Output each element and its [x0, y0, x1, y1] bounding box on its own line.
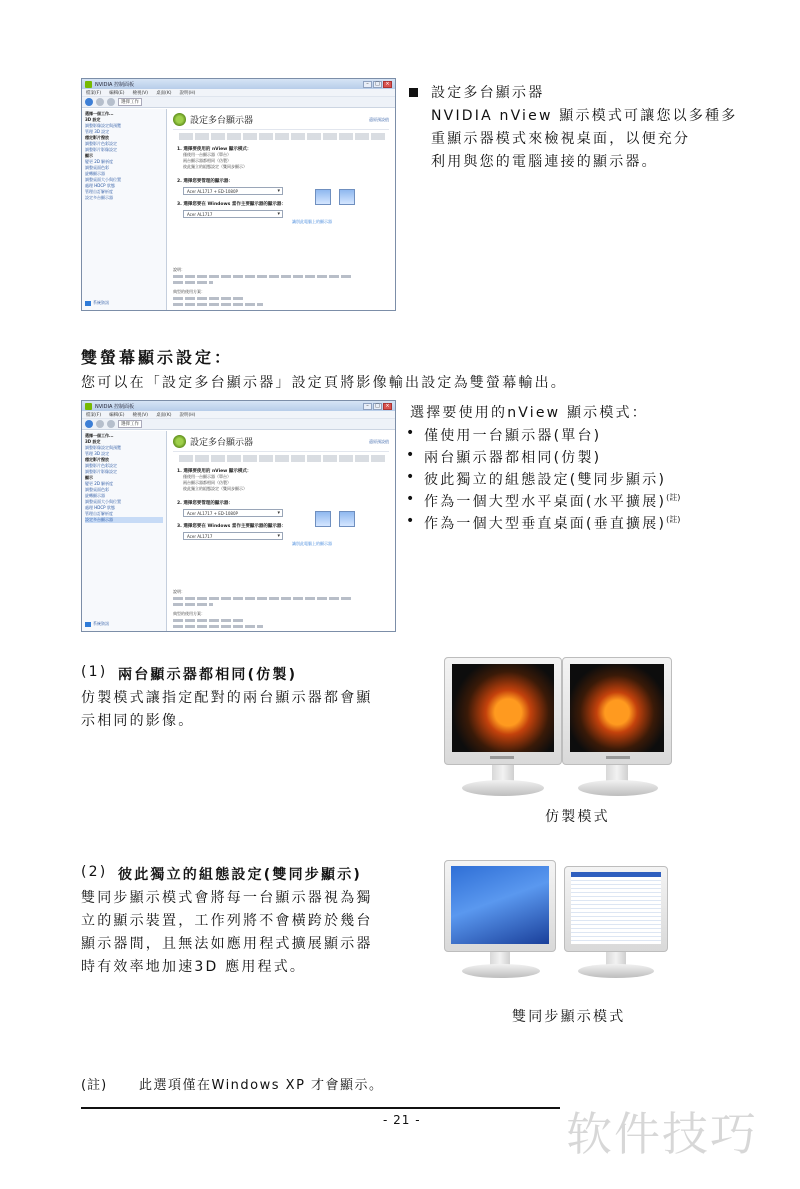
- list-item: 僅使用一台顯示器(單台): [424, 428, 602, 444]
- radio-dualview[interactable]: 彼此獨立的組態設定（雙同步顯示）: [183, 164, 247, 169]
- menu-desktop[interactable]: 桌面(K): [156, 412, 172, 418]
- display-settings-icon: [173, 435, 186, 448]
- system-info-link[interactable]: [85, 300, 109, 306]
- nvidia-control-panel-screenshot-1: [81, 78, 396, 311]
- tree-item[interactable]: 管理自訂解析度: [85, 511, 113, 516]
- home-icon[interactable]: [107, 420, 115, 428]
- footnote-ref: (註): [666, 493, 681, 502]
- section-manage-displays: 2. 選擇您要管理的顯示器：: [177, 179, 233, 184]
- menu-edit[interactable]: 編輯(E): [109, 412, 125, 418]
- monitor-right-logo: [606, 756, 630, 759]
- paragraph-line: 立的顯示裝置，工作列將不會橫跨於幾台: [81, 913, 373, 929]
- paragraph-line: 時有效率地加速3D 應用程式。: [81, 959, 307, 975]
- paragraph-line: NVIDIA nView 顯示模式可讓您以多種多: [431, 108, 738, 124]
- tree-item[interactable]: 管理 3D 設定: [85, 451, 110, 456]
- nvidia-logo-icon: [85, 403, 92, 410]
- tree-item[interactable]: 調整影片影像設定: [85, 469, 117, 474]
- footer-rule: [81, 1107, 560, 1109]
- monitor-2-icon[interactable]: [339, 189, 355, 205]
- minimize-icon[interactable]: –: [363, 403, 372, 410]
- monitor-2-icon[interactable]: [339, 511, 355, 527]
- bullet-dot: •: [406, 491, 415, 507]
- back-icon[interactable]: [85, 420, 93, 428]
- task-tree: [82, 431, 167, 631]
- restore-defaults-link[interactable]: 還原預設值: [369, 438, 389, 444]
- section-number: (1): [81, 664, 108, 680]
- close-icon[interactable]: ×: [383, 403, 392, 410]
- display-settings-icon: [173, 113, 186, 126]
- minimize-icon[interactable]: –: [363, 81, 372, 88]
- monitor-preview: [315, 189, 355, 205]
- window-title: NVIDIA 控制面板: [95, 81, 134, 88]
- monitor-preview: [315, 511, 355, 527]
- tree-item[interactable]: 變更 2D 解析度: [85, 481, 114, 486]
- section-title: 設定多台顯示器: [431, 85, 545, 101]
- tree-item: 選擇一個工作...: [85, 111, 114, 116]
- monitor-left-logo: [490, 756, 514, 759]
- system-info-icon: [85, 301, 91, 306]
- heading: 雙螢幕顯示設定：: [81, 348, 234, 367]
- tree-item[interactable]: 穩定影片撥放: [85, 135, 109, 140]
- section-nview-mode: 1. 選擇要使用的 nView 顯示模式：: [177, 147, 252, 152]
- toolbar: [82, 419, 395, 430]
- tree-item-selected[interactable]: 設定多台顯示器: [85, 517, 163, 523]
- select-task-button[interactable]: 選擇工作: [118, 98, 142, 106]
- bullet-dot: •: [406, 425, 415, 441]
- window-title: NVIDIA 控制面板: [95, 403, 134, 410]
- section-primary-display: 3. 選擇您要在 Windows 當作主要顯示器的顯示器：: [177, 524, 286, 529]
- monitor-left-base: [462, 780, 544, 796]
- usage-label: 典型的使用方案：: [173, 289, 205, 294]
- radio-dualview[interactable]: 彼此獨立的組態設定（雙同步顯示）: [183, 486, 247, 491]
- section-primary-display: 3. 選擇您要在 Windows 當作主要顯示器的顯示器：: [177, 202, 286, 207]
- usage-label: 典型的使用方案：: [173, 611, 205, 616]
- home-icon[interactable]: [107, 98, 115, 106]
- menu-bar: [82, 411, 395, 419]
- menu-help[interactable]: 說明(H): [179, 90, 196, 96]
- tree-item[interactable]: 調整影片影像設定: [85, 147, 117, 152]
- tree-item[interactable]: 3D 設定: [85, 439, 101, 444]
- menu-file[interactable]: 檔案(F): [86, 90, 102, 96]
- maximize-icon[interactable]: □: [373, 403, 382, 410]
- toolbar: [82, 97, 395, 108]
- system-info-icon: [85, 622, 91, 627]
- image-caption: 仿製模式: [545, 809, 610, 825]
- back-icon[interactable]: [85, 98, 93, 106]
- tree-item[interactable]: 顯示: [85, 475, 93, 480]
- tree-item[interactable]: 旋轉顯示器: [85, 171, 105, 176]
- menu-help[interactable]: 說明(H): [179, 412, 196, 418]
- paragraph-line: 示相同的影像。: [81, 713, 195, 729]
- paragraph-line: 利用與您的電腦連接的顯示器。: [431, 154, 658, 170]
- radio-single[interactable]: 僅使用一台顯示器（單台）: [183, 152, 231, 157]
- monitor-right-base: [578, 780, 658, 796]
- list-title: 選擇要使用的nView 顯示模式：: [410, 405, 648, 421]
- list-item: 兩台顯示器都相同(仿製): [424, 450, 602, 466]
- image-caption: 雙同步顯示模式: [512, 1009, 626, 1025]
- settings-content: [167, 431, 395, 631]
- tree-item[interactable]: 顯示: [85, 153, 93, 158]
- tree-item: 選擇一個工作...: [85, 433, 114, 438]
- list-item: [424, 491, 680, 511]
- tree-item[interactable]: 處理 HDCP 狀態: [85, 505, 115, 510]
- tree-item[interactable]: 調整影像設定與預覽: [85, 123, 121, 128]
- tree-item[interactable]: 調整桌面色彩: [85, 487, 109, 492]
- menu-file[interactable]: 檔案(F): [86, 412, 102, 418]
- nvidia-control-panel-screenshot-2: [81, 400, 396, 632]
- monitor-right-base: [578, 964, 654, 978]
- list-item: 彼此獨立的組態設定(雙同步顯示): [424, 472, 667, 488]
- monitor-left-base: [462, 964, 540, 978]
- menu-view[interactable]: 檢視(V): [132, 90, 149, 96]
- page-title: 設定多台顯示器: [190, 116, 254, 126]
- tree-item[interactable]: 調整桌面色彩: [85, 165, 109, 170]
- paragraph-line: 仿製模式讓指定配對的兩台顯示器都會顯: [81, 690, 373, 706]
- monitor-1-icon[interactable]: [315, 511, 331, 527]
- section-nview-mode: 1. 選擇要使用的 nView 顯示模式：: [177, 469, 252, 474]
- settings-content: [167, 109, 395, 310]
- bullet-dot: •: [406, 469, 415, 485]
- close-icon[interactable]: ×: [383, 81, 392, 88]
- tree-item[interactable]: 管理自訂解析度: [85, 189, 113, 194]
- note-label: 說明：: [173, 267, 185, 272]
- intro-paragraph: 您可以在「設定多台顯示器」設定頁將影像輸出設定為雙螢幕輸出。: [81, 375, 567, 391]
- monitor-left-screen: [451, 866, 549, 944]
- bullet-square: [409, 88, 418, 97]
- system-info-label: 系統資訊: [93, 621, 109, 626]
- tree-item[interactable]: 調整桌面大小與位置: [85, 499, 121, 504]
- list-item: [424, 513, 680, 533]
- paragraph-line: 重顯示器模式來檢視桌面，以便充分: [431, 131, 691, 147]
- menu-bar: [82, 89, 395, 97]
- forward-icon[interactable]: [96, 420, 104, 428]
- note-label: 說明：: [173, 589, 185, 594]
- bullet-dot: •: [406, 447, 415, 463]
- section-number: (2): [81, 864, 108, 880]
- primary-display-dropdown[interactable]: Acer AL1717 ▾: [183, 532, 283, 540]
- system-info-link[interactable]: [85, 621, 109, 627]
- section-manage-displays: 2. 選擇您要管理的顯示器：: [177, 501, 233, 506]
- monitor-right-screen: [570, 664, 664, 752]
- identify-displays-link[interactable]: 識別此電腦上的顯示器: [292, 541, 332, 546]
- menu-view[interactable]: 檢視(V): [132, 412, 149, 418]
- forward-icon[interactable]: [96, 98, 104, 106]
- section-title: 彼此獨立的組態設定(雙同步顯示): [118, 867, 362, 883]
- identify-displays-link[interactable]: 識別此電腦上的顯示器: [292, 219, 332, 224]
- menu-edit[interactable]: 編輯(E): [109, 90, 125, 96]
- tree-item[interactable]: 調整影片色彩設定: [85, 463, 117, 468]
- maximize-icon[interactable]: □: [373, 81, 382, 88]
- tree-item[interactable]: 管理 3D 設定: [85, 129, 110, 134]
- paragraph-line: 雙同步顯示模式會將每一台顯示器視為獨: [81, 890, 373, 906]
- page-number: - 21 -: [383, 1113, 421, 1127]
- task-tree: [82, 109, 167, 310]
- watermark: 软件技巧: [566, 1107, 758, 1161]
- tree-item[interactable]: 處理 HDCP 狀態: [85, 183, 115, 188]
- bullet-dot: •: [406, 513, 415, 529]
- system-info-label: 系統資訊: [93, 300, 109, 305]
- display-pair-dropdown[interactable]: Acer AL1717 + ED-1080P ▾: [183, 509, 283, 517]
- notes-area: [173, 589, 353, 629]
- window-titlebar: [82, 79, 395, 89]
- paragraph-line: 顯示器間，且無法如應用程式擴展顯示器: [81, 936, 373, 952]
- footnote-ref: (註): [666, 515, 681, 524]
- radio-single[interactable]: 僅使用一台顯示器（單台）: [183, 474, 231, 479]
- radio-clone[interactable]: 兩台顯示器都相同（仿製）: [183, 158, 231, 163]
- tree-item[interactable]: 旋轉顯示器: [85, 493, 105, 498]
- page-title: 設定多台顯示器: [190, 438, 254, 448]
- dualview-monitors-photo: [440, 858, 670, 993]
- section-title: 兩台顯示器都相同(仿製): [118, 667, 298, 683]
- tree-item[interactable]: 調整桌面大小與位置: [85, 177, 121, 182]
- restore-defaults-link[interactable]: 還原預設值: [369, 116, 389, 122]
- menu-desktop[interactable]: 桌面(K): [156, 90, 172, 96]
- window-titlebar: [82, 401, 395, 411]
- tree-item[interactable]: 3D 設定: [85, 117, 101, 122]
- tree-item[interactable]: 設定多台顯示器: [85, 195, 113, 200]
- clone-monitors-photo: [440, 655, 670, 815]
- description-text: [179, 455, 385, 462]
- description-text: [179, 133, 385, 140]
- tree-item[interactable]: 穩定影片撥放: [85, 457, 109, 462]
- monitor-right-screen: [571, 872, 661, 944]
- monitor-1-icon[interactable]: [315, 189, 331, 205]
- footnote-text: 此選項僅在Windows XP 才會顯示。: [139, 1078, 384, 1093]
- select-task-button[interactable]: 選擇工作: [118, 420, 142, 428]
- notes-area: [173, 267, 353, 307]
- primary-display-dropdown[interactable]: Acer AL1717 ▾: [183, 210, 283, 218]
- list-item-text: 作為一個大型垂直桌面(垂直擴展): [424, 516, 667, 532]
- radio-clone[interactable]: 兩台顯示器都相同（仿製）: [183, 480, 231, 485]
- tree-item[interactable]: 調整影片色彩設定: [85, 141, 117, 146]
- footnote-mark: (註): [81, 1078, 108, 1093]
- monitor-left-screen: [452, 664, 554, 752]
- tree-item[interactable]: 變更 2D 解析度: [85, 159, 114, 164]
- tree-item[interactable]: 調整影像設定與預覽: [85, 445, 121, 450]
- display-pair-dropdown[interactable]: Acer AL1717 + ED-1080P ▾: [183, 187, 283, 195]
- nvidia-logo-icon: [85, 81, 92, 88]
- list-item-text: 作為一個大型水平桌面(水平擴展): [424, 494, 667, 510]
